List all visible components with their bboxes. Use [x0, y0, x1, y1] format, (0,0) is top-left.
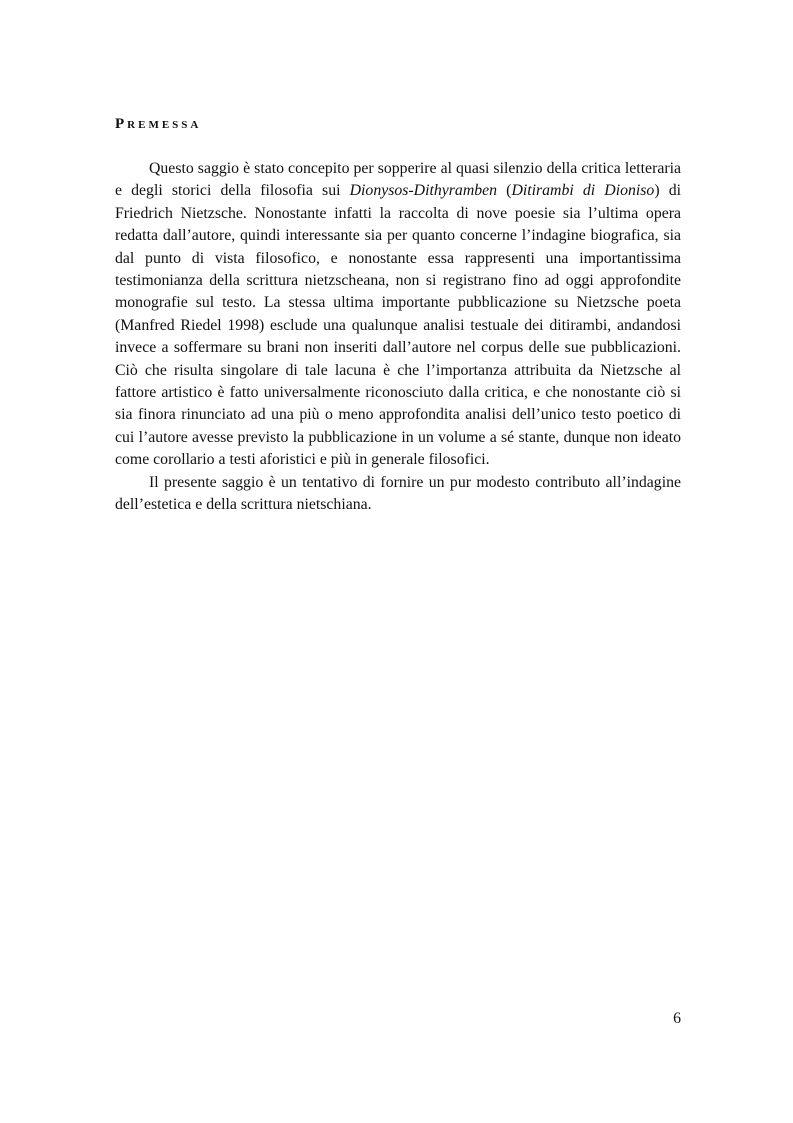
page-number: 6 — [673, 1010, 681, 1027]
book-title-italian: Ditirambi di Dioniso — [511, 182, 655, 200]
book-title-german: Dionysos-Dithyramben — [349, 182, 498, 200]
paragraph-1-text-a: Questo saggio è stato concepito per sopperire al quasi silenzio della critica letteraria e degli storici della filosofia sui — [115, 160, 681, 200]
paragraph-1-text-b: ( — [497, 182, 512, 200]
paragraph-1 — [115, 158, 681, 472]
paragraph-2: Il presente saggio è un tentativo di fornire un pur modesto contributo all’indagine dell’estetica e della scrittura nietschiana. — [115, 473, 681, 514]
section-heading: Premessa — [115, 116, 202, 132]
body-text — [115, 158, 681, 517]
paragraph-1-text-c: ) di Friedrich Nietzsche. Nonostante infatti la raccolta di nove poesie sia l’ultima opera redatta dall’autore, quindi interessante sia per quanto concerne l’indagine biografica, sia dal punto di vista filosofico, e nonostante essa rappresenti una importantissima testimonianza della scrittura nietzscheana, non si registrano fino ad oggi approfondite monografie sul testo. La stessa ultima importante pubblicazione su Nietzsche poeta (Manfred Riedel 1998) esclude una qualunque analisi testuale dei ditirambi, andandosi invece a soffermare su brani non inseriti dall’autore nel corpus delle sue pubblicazioni. Ciò che risulta singolare di tale lacuna è che l’importanza attribuita da Nietzsche al fattore artistico è fatto universalmente riconosciuto dalla critica, e che nonostante ciò si sia finora rinunciato ad una più o meno approfondita analisi dell’unico testo poetico di cui l’autore avesse previsto la pubblicazione in un volume a sé stante, dunque non ideato come corollario a testi aforistici e più in generale filosofici. — [115, 182, 682, 469]
